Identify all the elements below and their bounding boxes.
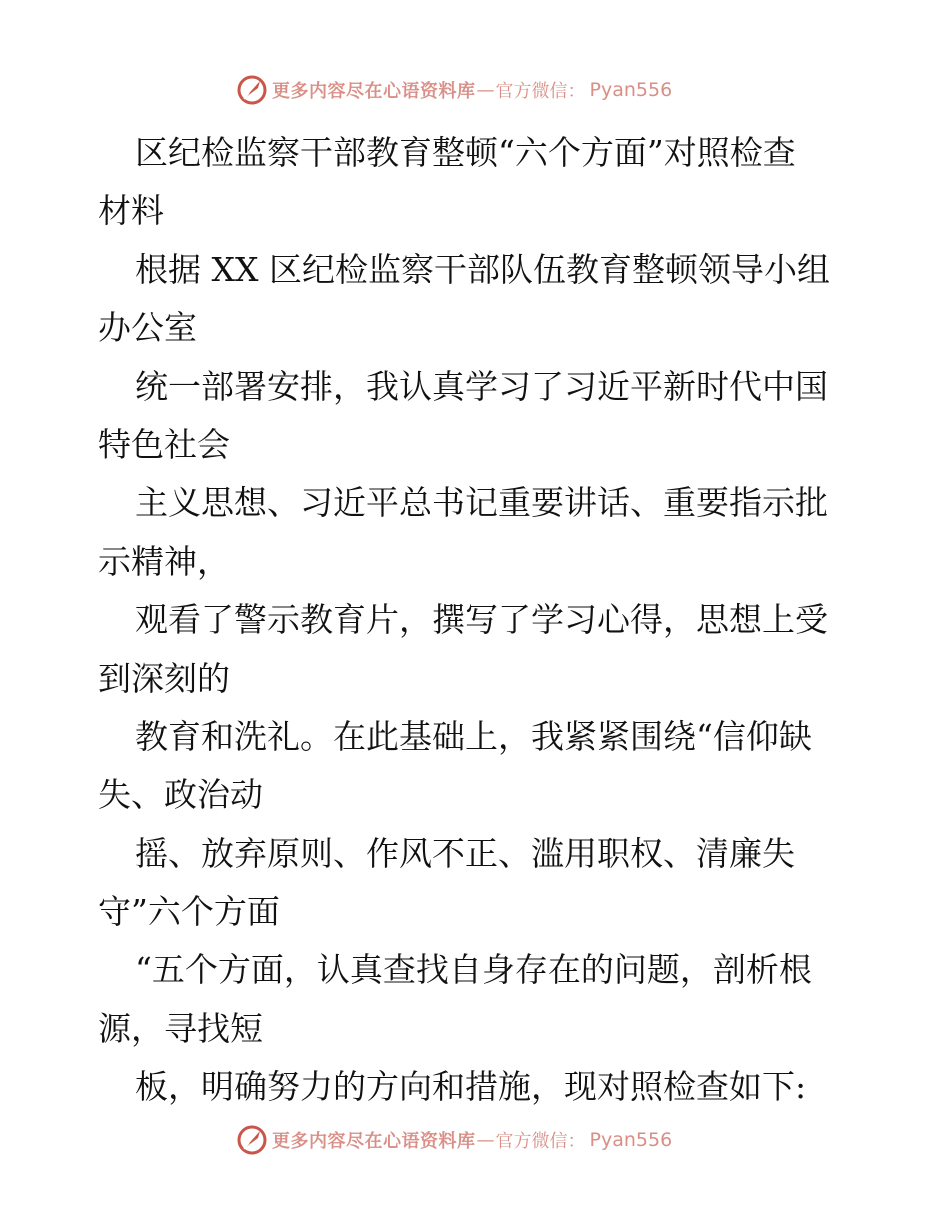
paragraph-line: 板，明确努力的方向和措施，现对照检查如下: (135, 1067, 807, 1107)
watermark-official-text: 官方微信 (495, 81, 568, 102)
quill-logo-icon (236, 74, 268, 106)
paragraph-line: 教育和洗礼。在此基础上，我紧紧围绕“信仰缺 (135, 716, 812, 756)
header-watermark (236, 72, 716, 108)
title-line-1: 区纪检监察干部教育整顿“六个方面”对照检查 (135, 133, 796, 172)
watermark-colon: ： (567, 1131, 586, 1152)
paragraph-line: 主义思想、习近平总书记重要讲话、重要指示批 (135, 483, 828, 523)
paragraph-line: 失、政治动 (98, 775, 263, 815)
paragraph-line: 守”六个方面 (98, 892, 280, 932)
title-line-2: 材料 (98, 191, 164, 231)
paragraph-line: 办公室 (98, 308, 197, 348)
paragraph-line: 示精神， (98, 541, 230, 581)
watermark-official-text: 官方微信 (495, 1131, 568, 1152)
watermark-library-text: 更多内容尽在心语资料库 (272, 81, 476, 102)
paragraph-line: 到深刻的 (98, 658, 230, 698)
watermark-wechat-id: Pyan556 (589, 79, 673, 101)
paragraph-line: 观看了警示教育片，撰写了学习心得，思想上受 (135, 600, 828, 640)
paragraph-line: 摇、放弃原则、作风不正、滥用职权、清廉失 (135, 833, 795, 873)
document-body (98, 124, 858, 1117)
paragraph-line: 根据 XX 区纪检监察干部队伍教育整顿领导小组 (135, 249, 830, 289)
paragraph-line: “五个方面，认真查找自身存在的问题，剖析根 (135, 950, 812, 990)
watermark-wechat-id: Pyan556 (589, 1129, 673, 1151)
quill-logo-icon (236, 1124, 268, 1156)
footer-watermark (236, 1122, 716, 1158)
paragraph-line: 源，寻找短 (98, 1008, 263, 1048)
watermark-colon: ： (567, 81, 586, 102)
watermark-dash: — (476, 79, 495, 101)
watermark-library-text: 更多内容尽在心语资料库 (272, 1131, 476, 1152)
watermark-dash: — (476, 1129, 495, 1151)
paragraph-line: 特色社会 (98, 424, 230, 464)
paragraph-line: 统一部署安排，我认真学习了习近平新时代中国 (135, 366, 828, 406)
